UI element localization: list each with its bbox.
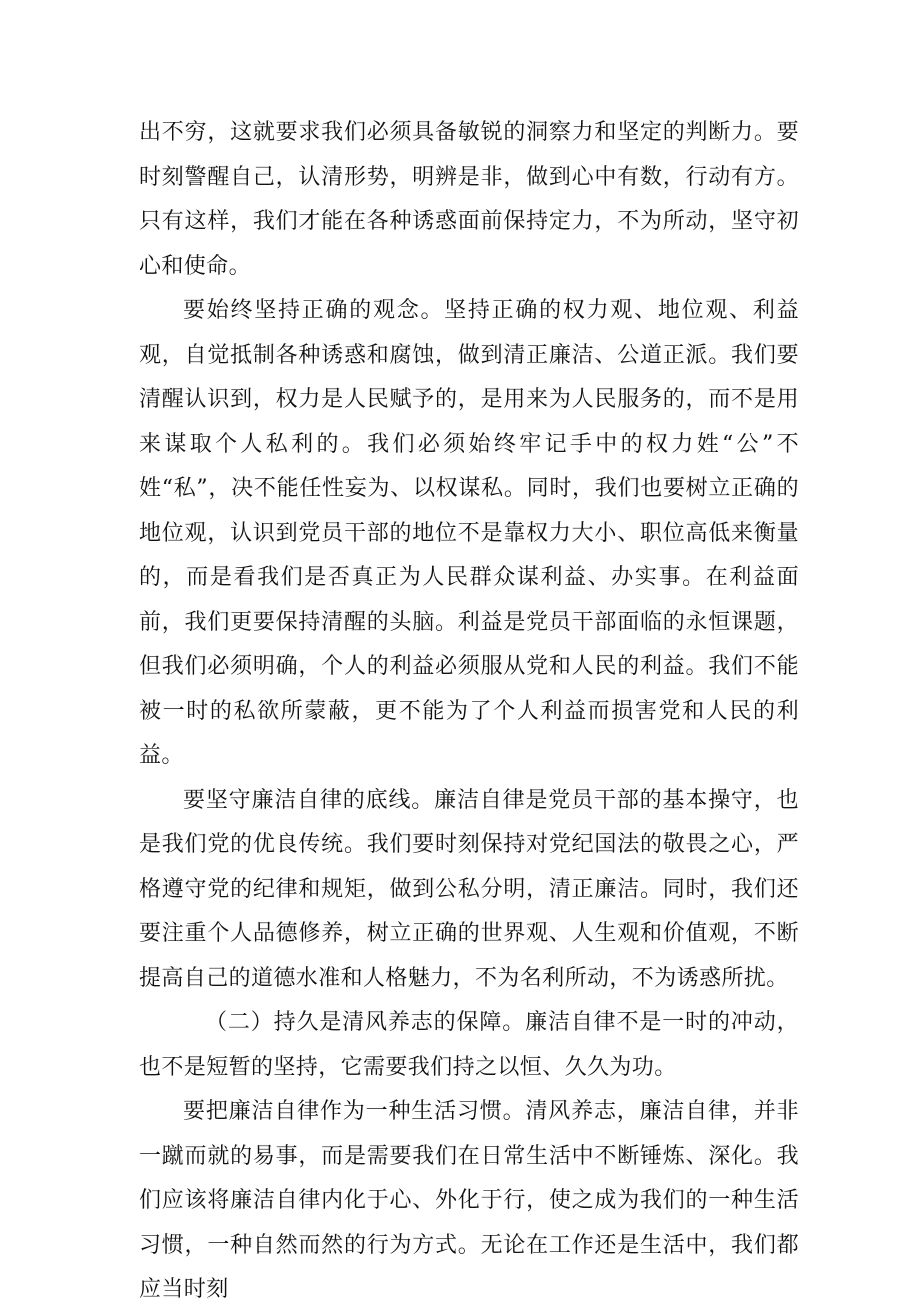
paragraph-continuation: 出不穷，这就要求我们必须具备敏锐的洞察力和坚定的判断力。要时刻警醒自己，认清形势，明辨是非，做到心中有数，行动有方。只有这样，我们才能在各种诱惑面前保持定力，不为所动，坚守初心和使命。 xyxy=(139,120,799,279)
paragraph-life-habit: 要把廉洁自律作为一种生活习惯。清风养志，廉洁自律，并非一蹴而就的易事，而是需要我们在日常生活中不断锤炼、深化。我们应该将廉洁自律内化于心、外化于行，使之成为我们的一种生活习惯，一种自然而然的行为方式。无论在工作还是生活中，我们都应当时刻 xyxy=(139,1099,799,1302)
section-heading-two: （二）持久是清风养志的保障。廉洁自律不是一时的冲动，也不是短暂的坚持，它需要我们持之以恒、久久为功。 xyxy=(139,1010,799,1080)
document-body xyxy=(139,111,799,1313)
paragraph-integrity-bottom-line: 要坚守廉洁自律的底线。廉洁自律是党员干部的基本操守，也是我们党的优良传统。我们要时刻保持对党纪国法的敬畏之心，严格遵守党的纪律和规矩，做到公私分明，清正廉洁。同时，我们还要注重个人品德修养，树立正确的世界观、人生观和价值观，不断提高自己的道德水准和人格魅力，不为名利所动，不为诱惑所扰。 xyxy=(139,787,799,991)
paragraph-correct-concepts: 要始终坚持正确的观念。坚持正确的权力观、地位观、利益观，自觉抵制各种诱惑和腐蚀，做到清正廉洁、公道正派。我们要清醒认识到，权力是人民赋予的，是用来为人民服务的，而不是用来谋取个人私利的。我们必须始终牢记手中的权力姓“公”不姓“私”，决不能任性妄为、以权谋私。同时，我们也要树立正确的地位观，认识到党员干部的地位不是靠权力大小、职位高低来衡量的，而是看我们是否真正为人民群众谋利益、办实事。在利益面前，我们更要保持清醒的头脑。利益是党员干部面临的永恒课题，但我们必须明确，个人的利益必须服从党和人民的利益。我们不能被一时的私欲所蒙蔽，更不能为了个人利益而损害党和人民的利益。 xyxy=(139,298,799,768)
